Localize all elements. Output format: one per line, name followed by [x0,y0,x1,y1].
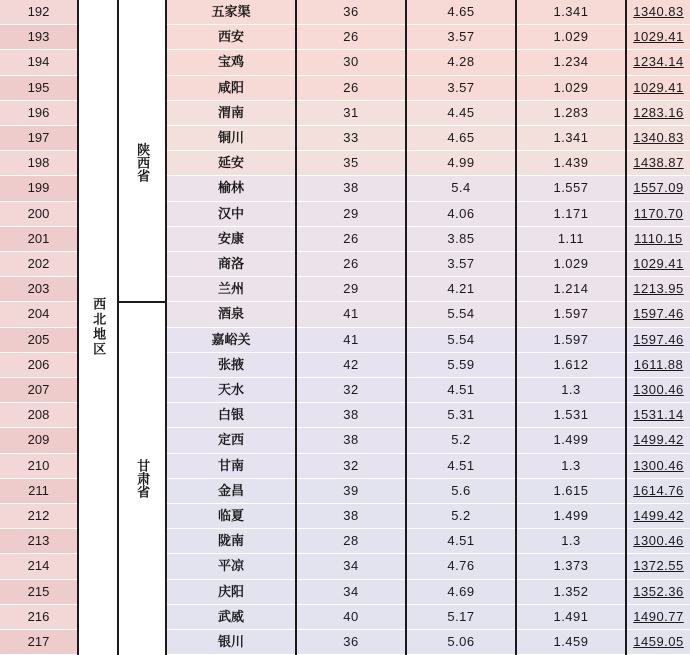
value-cell-4[interactable]: 1438.87 [626,151,690,176]
value-cell-4[interactable]: 1352.36 [626,579,690,604]
city-name-cell[interactable]: 甘南 [166,453,296,478]
city-name-cell[interactable]: 安康 [166,226,296,251]
row-number-cell[interactable]: 212 [0,504,78,529]
value-cell-3[interactable]: 1.341 [516,0,626,25]
row-number-cell[interactable]: 211 [0,478,78,503]
value-cell-4[interactable]: 1459.05 [626,630,690,655]
row-number-cell[interactable]: 208 [0,403,78,428]
value-cell-3[interactable]: 1.11 [516,226,626,251]
value-cell-3[interactable]: 1.373 [516,554,626,579]
value-cell-4[interactable]: 1234.14 [626,50,690,75]
value-cell-2[interactable]: 5.31 [406,403,516,428]
value-cell-3[interactable]: 1.3 [516,529,626,554]
row-number-cell[interactable]: 213 [0,529,78,554]
city-name-cell[interactable]: 汉中 [166,201,296,226]
row-number-cell[interactable]: 217 [0,630,78,655]
value-cell-4[interactable]: 1499.42 [626,504,690,529]
value-cell-3[interactable]: 1.3 [516,378,626,403]
value-cell-4[interactable]: 1531.14 [626,403,690,428]
value-cell-3[interactable]: 1.491 [516,604,626,629]
value-cell-4[interactable]: 1170.70 [626,201,690,226]
value-cell-1[interactable]: 38 [296,403,406,428]
value-cell-1[interactable]: 34 [296,554,406,579]
value-cell-3[interactable]: 1.459 [516,630,626,655]
value-cell-1[interactable]: 38 [296,176,406,201]
value-cell-3[interactable]: 1.439 [516,151,626,176]
row-number-cell[interactable]: 194 [0,50,78,75]
row-number-cell[interactable]: 198 [0,151,78,176]
row-number-cell[interactable]: 215 [0,579,78,604]
city-name-cell[interactable]: 渭南 [166,100,296,125]
value-cell-4[interactable]: 1490.77 [626,604,690,629]
value-cell-1[interactable]: 29 [296,277,406,302]
province-cell[interactable]: 陕西省 [118,25,166,302]
city-name-cell[interactable]: 庆阳 [166,579,296,604]
value-cell-2[interactable]: 4.21 [406,277,516,302]
row-number-cell[interactable]: 210 [0,453,78,478]
value-cell-1[interactable]: 32 [296,453,406,478]
city-name-cell[interactable]: 延安 [166,151,296,176]
value-cell-3[interactable]: 1.3 [516,453,626,478]
value-cell-2[interactable]: 5.54 [406,327,516,352]
city-name-cell[interactable]: 嘉峪关 [166,327,296,352]
value-cell-1[interactable]: 35 [296,151,406,176]
city-name-cell[interactable]: 商洛 [166,252,296,277]
value-cell-1[interactable]: 28 [296,529,406,554]
row-number-cell[interactable]: 201 [0,226,78,251]
value-cell-4[interactable]: 1300.46 [626,378,690,403]
row-number-cell[interactable]: 196 [0,100,78,125]
city-name-cell[interactable]: 铜川 [166,126,296,151]
value-cell-2[interactable]: 5.4 [406,176,516,201]
value-cell-1[interactable]: 39 [296,478,406,503]
value-cell-4[interactable]: 1300.46 [626,453,690,478]
city-name-cell[interactable]: 酒泉 [166,302,296,327]
city-name-cell[interactable]: 定西 [166,428,296,453]
province-cell-partial[interactable] [118,0,166,25]
value-cell-3[interactable]: 1.499 [516,504,626,529]
value-cell-4[interactable]: 1611.88 [626,352,690,377]
value-cell-1[interactable]: 42 [296,352,406,377]
city-name-cell[interactable]: 咸阳 [166,75,296,100]
value-cell-3[interactable]: 1.171 [516,201,626,226]
value-cell-2[interactable]: 4.99 [406,151,516,176]
value-cell-4[interactable]: 1372.55 [626,554,690,579]
value-cell-4[interactable]: 1499.42 [626,428,690,453]
value-cell-1[interactable]: 38 [296,428,406,453]
value-cell-2[interactable]: 4.06 [406,201,516,226]
value-cell-2[interactable]: 4.76 [406,554,516,579]
value-cell-3[interactable]: 1.612 [516,352,626,377]
value-cell-4[interactable]: 1597.46 [626,302,690,327]
value-cell-1[interactable]: 41 [296,327,406,352]
row-number-cell[interactable]: 204 [0,302,78,327]
value-cell-2[interactable]: 5.6 [406,478,516,503]
value-cell-3[interactable]: 1.029 [516,25,626,50]
value-cell-3[interactable]: 1.597 [516,302,626,327]
value-cell-4[interactable]: 1300.46 [626,529,690,554]
value-cell-2[interactable]: 3.57 [406,75,516,100]
city-name-cell[interactable]: 陇南 [166,529,296,554]
value-cell-3[interactable]: 1.615 [516,478,626,503]
value-cell-4[interactable]: 1029.41 [626,75,690,100]
value-cell-2[interactable]: 5.17 [406,604,516,629]
value-cell-1[interactable]: 36 [296,630,406,655]
value-cell-3[interactable]: 1.283 [516,100,626,125]
value-cell-1[interactable]: 26 [296,226,406,251]
value-cell-2[interactable]: 4.65 [406,126,516,151]
value-cell-1[interactable]: 29 [296,201,406,226]
table-row[interactable] [0,0,690,25]
row-number-cell[interactable]: 193 [0,25,78,50]
value-cell-2[interactable]: 4.65 [406,0,516,25]
value-cell-1[interactable]: 26 [296,252,406,277]
row-number-cell[interactable]: 200 [0,201,78,226]
row-number-cell[interactable]: 207 [0,378,78,403]
row-number-cell[interactable]: 203 [0,277,78,302]
value-cell-3[interactable]: 1.352 [516,579,626,604]
value-cell-2[interactable]: 4.45 [406,100,516,125]
value-cell-4[interactable]: 1029.41 [626,25,690,50]
city-name-cell[interactable]: 平凉 [166,554,296,579]
value-cell-4[interactable]: 1557.09 [626,176,690,201]
city-name-cell[interactable]: 金昌 [166,478,296,503]
city-name-cell[interactable]: 武威 [166,604,296,629]
value-cell-4[interactable]: 1213.95 [626,277,690,302]
row-number-cell[interactable]: 192 [0,0,78,25]
value-cell-2[interactable]: 4.51 [406,453,516,478]
value-cell-3[interactable]: 1.531 [516,403,626,428]
city-name-cell[interactable]: 白银 [166,403,296,428]
value-cell-1[interactable]: 26 [296,75,406,100]
value-cell-1[interactable]: 40 [296,604,406,629]
row-number-cell[interactable]: 209 [0,428,78,453]
value-cell-2[interactable]: 4.69 [406,579,516,604]
value-cell-3[interactable]: 1.214 [516,277,626,302]
value-cell-4[interactable]: 1283.16 [626,100,690,125]
value-cell-3[interactable]: 1.029 [516,252,626,277]
city-name-cell[interactable]: 天水 [166,378,296,403]
value-cell-4[interactable]: 1340.83 [626,0,690,25]
city-name-cell[interactable]: 榆林 [166,176,296,201]
value-cell-4[interactable]: 1597.46 [626,327,690,352]
city-name-cell[interactable]: 兰州 [166,277,296,302]
city-name-cell[interactable]: 五家渠 [166,0,296,25]
value-cell-4[interactable]: 1110.15 [626,226,690,251]
city-name-cell[interactable]: 张掖 [166,352,296,377]
value-cell-4[interactable]: 1614.76 [626,478,690,503]
value-cell-2[interactable]: 3.57 [406,25,516,50]
row-number-cell[interactable]: 199 [0,176,78,201]
value-cell-3[interactable]: 1.499 [516,428,626,453]
value-cell-2[interactable]: 5.2 [406,428,516,453]
city-name-cell[interactable]: 宝鸡 [166,50,296,75]
value-cell-4[interactable]: 1340.83 [626,126,690,151]
value-cell-2[interactable]: 5.2 [406,504,516,529]
value-cell-2[interactable]: 4.51 [406,529,516,554]
row-number-cell[interactable]: 214 [0,554,78,579]
value-cell-2[interactable]: 5.59 [406,352,516,377]
value-cell-1[interactable]: 31 [296,100,406,125]
value-cell-3[interactable]: 1.597 [516,327,626,352]
value-cell-2[interactable]: 5.06 [406,630,516,655]
row-number-cell[interactable]: 195 [0,75,78,100]
row-number-cell[interactable]: 197 [0,126,78,151]
value-cell-1[interactable]: 26 [296,25,406,50]
value-cell-1[interactable]: 34 [296,579,406,604]
value-cell-2[interactable]: 4.51 [406,378,516,403]
value-cell-2[interactable]: 3.57 [406,252,516,277]
row-number-cell[interactable]: 205 [0,327,78,352]
value-cell-3[interactable]: 1.341 [516,126,626,151]
value-cell-3[interactable]: 1.557 [516,176,626,201]
row-number-cell[interactable]: 206 [0,352,78,377]
value-cell-1[interactable]: 41 [296,302,406,327]
region-cell[interactable]: 西北地区 [78,0,118,655]
value-cell-3[interactable]: 1.029 [516,75,626,100]
province-cell[interactable]: 甘肃省 [118,302,166,655]
value-cell-2[interactable]: 5.54 [406,302,516,327]
city-name-cell[interactable]: 临夏 [166,504,296,529]
value-cell-1[interactable]: 30 [296,50,406,75]
city-name-cell[interactable]: 西安 [166,25,296,50]
city-name-cell[interactable]: 银川 [166,630,296,655]
value-cell-2[interactable]: 4.28 [406,50,516,75]
value-cell-2[interactable]: 3.85 [406,226,516,251]
row-number-cell[interactable]: 216 [0,604,78,629]
row-number-cell[interactable]: 202 [0,252,78,277]
value-cell-4[interactable]: 1029.41 [626,252,690,277]
value-cell-1[interactable]: 33 [296,126,406,151]
value-cell-1[interactable]: 38 [296,504,406,529]
value-cell-1[interactable]: 36 [296,0,406,25]
value-cell-3[interactable]: 1.234 [516,50,626,75]
value-cell-1[interactable]: 32 [296,378,406,403]
